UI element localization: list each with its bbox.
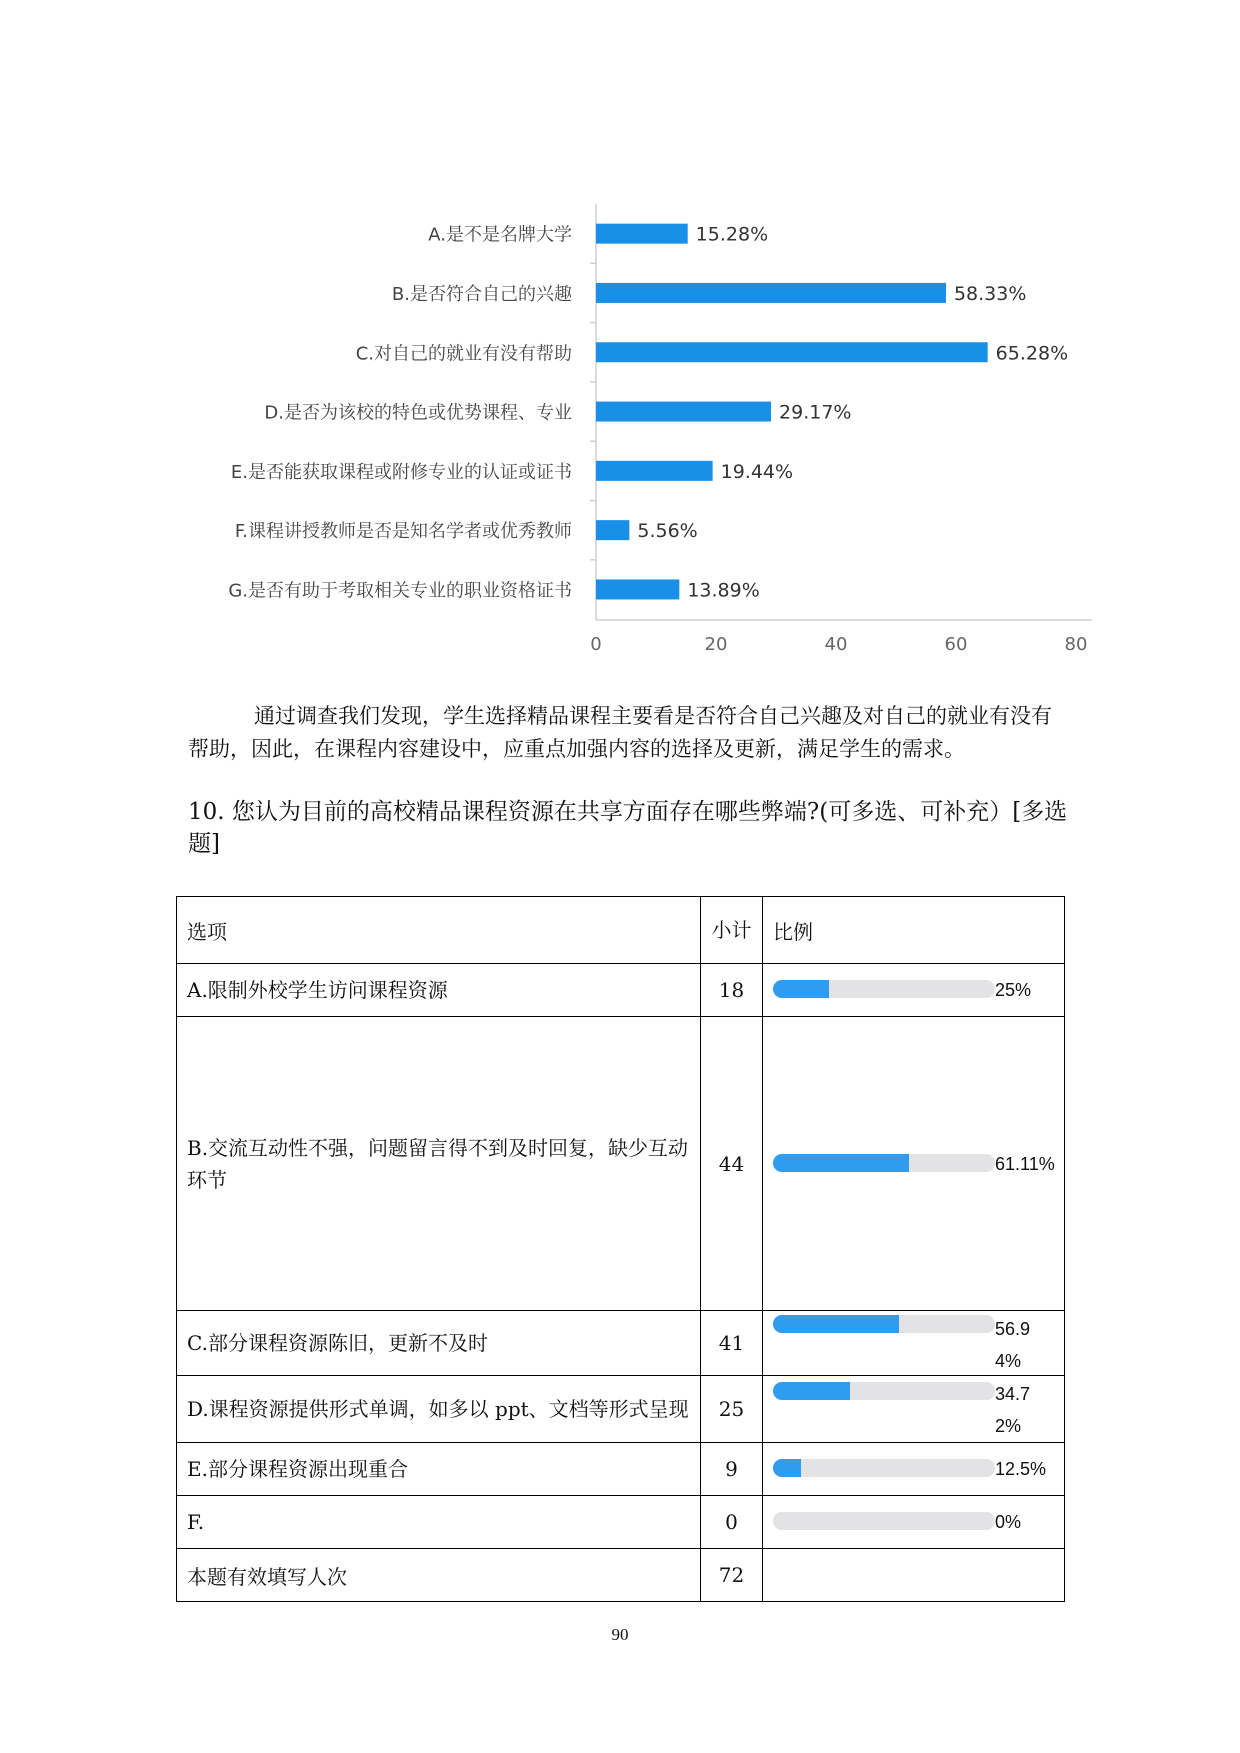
chart-category-label: F.课程讲授教师是否是知名学者或优秀教师 (234, 521, 572, 543)
chart-category-label: E.是否能获取课程或附修专业的认证或证书 (230, 461, 572, 483)
chart-bar (596, 224, 688, 244)
chart-category-label: D.是否为该校的特色或优势课程、专业 (264, 402, 572, 424)
progress-track (773, 980, 995, 998)
ratio-cell (763, 964, 1065, 1017)
question-title: 10. 您认为目前的高校精品课程资源在共享方面存在哪些弊端?(可多选、可补充）[多选题] (188, 799, 1068, 857)
option-label: D.课程资源提供形式单调，如多以 ppt、文档等形式呈现 (177, 1376, 701, 1443)
progress-fill (773, 1154, 909, 1172)
total-count: 72 (701, 1549, 763, 1602)
option-label: E.部分课程资源出现重合 (177, 1443, 701, 1496)
progress-track (773, 1315, 995, 1333)
option-label: C.部分课程资源陈旧，更新不及时 (177, 1311, 701, 1376)
option-count: 9 (701, 1443, 763, 1496)
chart-category-label: A.是不是名牌大学 (428, 224, 572, 246)
option-count: 18 (701, 964, 763, 1017)
table-row (177, 1017, 1065, 1311)
chart-data-label: 65.28% (995, 342, 1069, 365)
analysis-text: 通过调查我们发现，学生选择精品课程主要看是否符合自己兴趣及对自己的就业有没有帮助，因此，在课程内容建设中，应重点加强内容的选择及更新，满足学生的需求。 (188, 704, 1052, 761)
page-number: 90 (611, 1625, 629, 1644)
header-count: 小计 (701, 897, 763, 964)
progress-fill (773, 1315, 899, 1333)
table-row (177, 1376, 1065, 1443)
percent-label: 0% (995, 1512, 1022, 1532)
option-label: A.限制外校学生访问课程资源 (177, 964, 701, 1017)
chart-x-tick-label: 20 (704, 634, 728, 655)
chart-category-label: C.对自己的就业有没有帮助 (355, 343, 572, 365)
chart-x-tick-label: 80 (1064, 634, 1088, 655)
chart-x-tick-label: 40 (824, 634, 848, 655)
ratio-cell (763, 1443, 1065, 1496)
table-row (177, 1443, 1065, 1496)
table-row (177, 1496, 1065, 1549)
option-label: F. (177, 1496, 701, 1549)
chart-bar (596, 283, 946, 303)
chart-data-label: 15.28% (695, 223, 769, 246)
percent-label: 34.72% (995, 1384, 1031, 1436)
chart-bar (596, 520, 629, 540)
progress-fill (773, 1459, 801, 1477)
progress-track (773, 1459, 995, 1477)
table-total-row (177, 1549, 1065, 1602)
progress-track (773, 1154, 995, 1172)
percent-label: 25% (995, 980, 1032, 1000)
survey-results-table (176, 896, 1065, 1602)
chart-bar (596, 402, 771, 422)
chart-data-label: 29.17% (779, 401, 852, 424)
percent-label: 56.94% (995, 1319, 1031, 1371)
option-count: 44 (701, 1017, 763, 1311)
ratio-cell (763, 1376, 1065, 1443)
ratio-cell (763, 1311, 1065, 1376)
chart-data-label: 58.33% (953, 282, 1027, 305)
horizontal-bar-chart (0, 0, 1240, 680)
chart-x-tick-label: 60 (944, 634, 968, 655)
ratio-cell (763, 1496, 1065, 1549)
table-row (177, 964, 1065, 1017)
chart-data-label: 5.56% (637, 520, 698, 543)
table-row (177, 1311, 1065, 1376)
chart-bar (596, 461, 713, 481)
percent-label: 61.11% (995, 1153, 1055, 1174)
header-option: 选项 (177, 897, 701, 964)
progress-track (773, 1512, 995, 1530)
analysis-paragraph (188, 700, 1068, 766)
total-ratio-empty (763, 1549, 1065, 1602)
progress-fill (773, 1382, 850, 1400)
chart-category-label: B.是否符合自己的兴趣 (391, 283, 572, 305)
chart-bar (596, 579, 679, 599)
chart-data-label: 13.89% (687, 579, 760, 602)
progress-fill (773, 980, 829, 998)
chart-x-tick-label: 0 (590, 634, 602, 655)
chart-bar (596, 342, 988, 362)
option-label: B.交流互动性不强，问题留言得不到及时回复，缺少互动环节 (177, 1017, 701, 1311)
chart-category-label: G.是否有助于考取相关专业的职业资格证书 (228, 580, 572, 602)
option-count: 0 (701, 1496, 763, 1549)
percent-label: 12.5% (995, 1459, 1047, 1479)
header-ratio: 比例 (763, 897, 1065, 964)
ratio-cell (763, 1017, 1065, 1311)
option-count: 41 (701, 1311, 763, 1376)
total-label: 本题有效填写人次 (177, 1549, 701, 1602)
progress-track (773, 1382, 995, 1400)
option-count: 25 (701, 1376, 763, 1443)
table-header-row (177, 897, 1065, 964)
chart-data-label: 19.44% (720, 460, 794, 483)
